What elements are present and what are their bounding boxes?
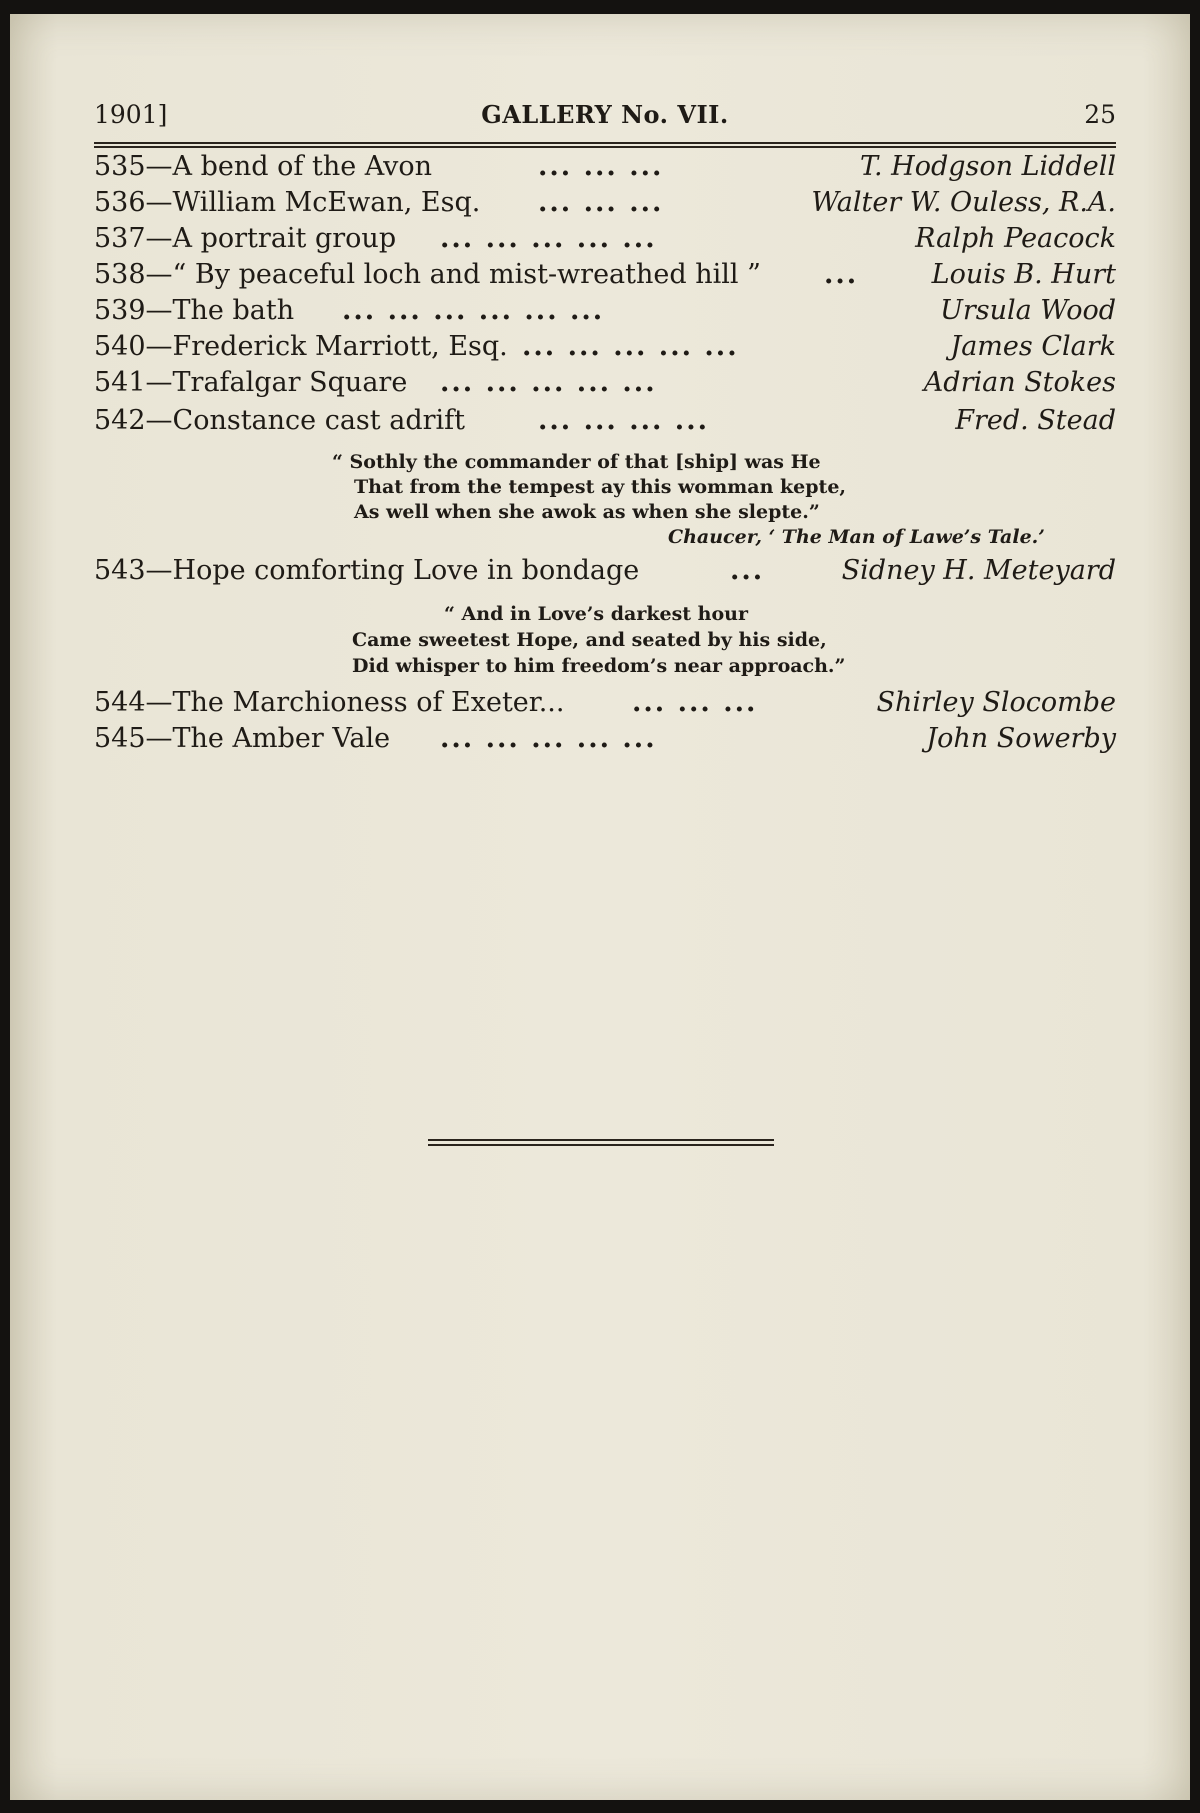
catalogue-entry-541 — [94, 366, 1116, 400]
entry-artist: John Sowerby — [926, 723, 1116, 754]
entry-artist: Louis B. Hurt — [931, 259, 1116, 290]
entry-leader-dots: ... ... ... ... ... — [440, 223, 657, 254]
entry-title: 537—A portrait group — [94, 223, 397, 254]
catalogue-entry-545 — [94, 722, 1116, 756]
entry-artist: Ralph Peacock — [915, 223, 1116, 254]
entry-leader-dots: ... ... ... ... — [538, 405, 709, 436]
entry-leader-dots: ... ... ... ... ... — [440, 367, 657, 398]
entry-artist: Shirley Slocombe — [876, 687, 1116, 718]
header-year: 1901] — [94, 100, 168, 129]
entry-leader-dots: ... ... ... — [632, 687, 758, 718]
quote-542-line-2: That from the tempest ay this womman kepte, — [354, 476, 847, 498]
header-rule — [94, 142, 1116, 148]
entry-title: 542—Constance cast adrift — [94, 405, 465, 436]
entry-artist: Adrian Stokes — [923, 367, 1116, 398]
entry-leader-dots: ... ... ... ... ... — [440, 723, 657, 754]
catalogue-entry-543 — [94, 554, 1116, 588]
catalogue-entry-539 — [94, 294, 1116, 328]
page-header — [94, 100, 1116, 140]
catalogue-entry-542 — [94, 404, 1116, 438]
entry-title: 538—“ By peaceful loch and mist-wreathed hill ” — [94, 259, 761, 290]
entry-artist: Fred. Stead — [955, 405, 1116, 436]
entry-artist: Walter W. Ouless, R.A. — [811, 187, 1116, 218]
quote-543-line-3: Did whisper to him freedom’s near approach.” — [352, 655, 846, 677]
entry-title: 545—The Amber Vale — [94, 723, 391, 754]
quote-542-citation: Chaucer, ‘ The Man of Lawe’s Tale.’ — [668, 526, 1045, 548]
entry-leader-dots: ... — [730, 555, 765, 586]
catalogue-entry-538 — [94, 258, 1116, 292]
catalogue-page — [10, 14, 1190, 1800]
entry-title: 536—William McEwan, Esq. — [94, 187, 481, 218]
quote-542-line-1: “ Sothly the commander of that [ship] was He — [332, 451, 821, 473]
catalogue-entry-540 — [94, 330, 1116, 364]
header-gallery-title: GALLERY No. VII. — [481, 100, 729, 129]
entry-title: 541—Trafalgar Square — [94, 367, 408, 398]
entry-leader-dots: ... ... ... — [538, 151, 664, 182]
entry-leader-dots: ... — [824, 259, 859, 290]
entry-leader-dots: ... ... ... ... ... ... — [342, 295, 605, 326]
section-end-rule — [428, 1139, 774, 1146]
entry-title: 543—Hope comforting Love in bondage — [94, 555, 640, 586]
entry-artist: T. Hodgson Liddell — [859, 151, 1116, 182]
entry-title: 544—The Marchioness of Exeter... — [94, 687, 565, 718]
catalogue-entry-544 — [94, 686, 1116, 720]
entry-title: 535—A bend of the Avon — [94, 151, 433, 182]
page-number: 25 — [1084, 100, 1116, 129]
catalogue-entry-537 — [94, 222, 1116, 256]
entry-artist: Sidney H. Meteyard — [841, 555, 1116, 586]
quote-543-line-1: “ And in Love’s darkest hour — [444, 603, 748, 625]
entry-title: 540—Frederick Marriott, Esq. — [94, 331, 508, 362]
entry-title: 539—The bath — [94, 295, 295, 326]
catalogue-entry-535 — [94, 150, 1116, 184]
quote-543-line-2: Came sweetest Hope, and seated by his side, — [352, 629, 827, 651]
quote-542-line-3: As well when she awok as when she slepte.” — [354, 501, 820, 523]
entry-leader-dots: ... ... ... — [538, 187, 664, 218]
entry-artist: James Clark — [950, 331, 1116, 362]
catalogue-entry-536 — [94, 186, 1116, 220]
entry-artist: Ursula Wood — [940, 295, 1116, 326]
entry-leader-dots: ... ... ... ... ... — [522, 331, 739, 362]
